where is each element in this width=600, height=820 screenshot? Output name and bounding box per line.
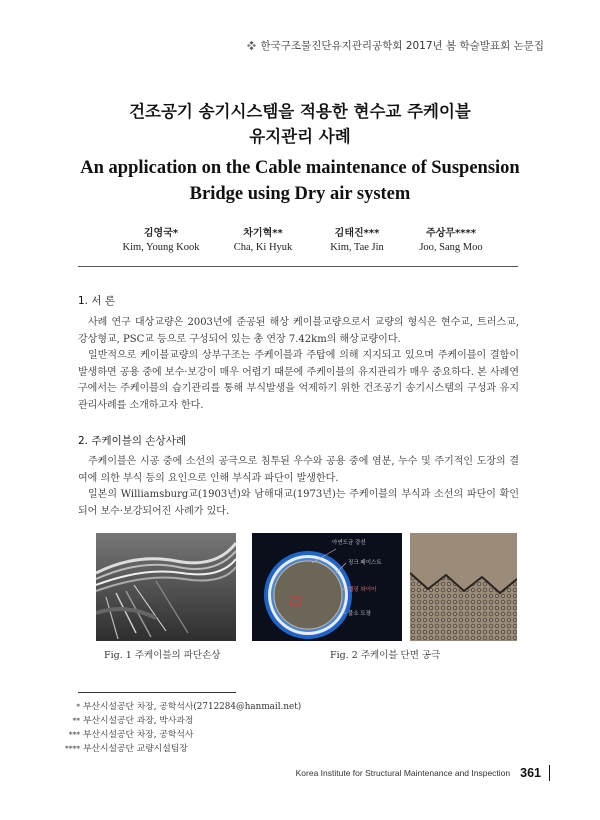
section-1-paragraph-2: 일반적으로 케이블교량의 상부구조는 주케이블과 주탑에 의해 지지되고 있으며 주케이블이 결함이 발생하면 공용 중에 보수·보강이 매우 어렵기 때문에 주케이블의 유지관리가 매우 중요하다. 본 사례연구에서는 주케이블의 습기관리를 통해 부식발생을 억제하기 위한 건조공기 송기시스템의 구성과 유지관리사례를 소개하고자 한다. <box>78 350 519 411</box>
title-english-line2: Bridge using Dry air system <box>189 184 411 204</box>
footnote-3-text: 부산시설공단 차장, 공학석사 <box>83 730 194 740</box>
footnote-3-mark: *** <box>68 730 80 739</box>
journal-name: 한국구조물진단유지관리공학회 2017년 봄 학술발표회 논문집 <box>260 40 544 52</box>
footnote-1-text: 부산시설공단 차장, 공학석사(2712284@hanmail.net) <box>83 702 302 712</box>
figure-1-cable-break-photo <box>96 533 236 641</box>
footnote-4-mark: **** <box>65 744 80 753</box>
title-korean-line2: 유지관리 사례 <box>249 127 351 146</box>
footnote-4 <box>62 741 188 754</box>
title-korean-line1: 건조공기 송기시스템을 적용한 현수교 주케이블 <box>129 102 471 121</box>
label-fluorine-paint: 불소 도장 <box>348 611 372 617</box>
diamond-cluster-icon <box>247 41 256 50</box>
page-number: 361 <box>520 765 550 781</box>
author-1 <box>106 227 216 255</box>
footnote-3 <box>62 727 193 740</box>
author-4-korean: 주상무**** <box>426 228 476 239</box>
footnote-1 <box>62 699 301 712</box>
section-2-heading: 2. 주케이블의 손상사례 <box>78 435 186 447</box>
section-1-paragraph-1: 사례 연구 대상교량은 2003년에 준공된 해상 케이블교량으로서 교량의 형식은 현수교, 트러스교, 강상형교, PSC교 등으로 구성되어 있는 총 연장 7.42km의 해상교량이다. <box>78 317 519 345</box>
author-4-english: Joo, Sang Moo <box>419 242 483 253</box>
author-3-english: Kim, Tae Jin <box>330 242 384 253</box>
label-wrapping-wire: 랩핑 와이어 <box>348 587 377 593</box>
author-2-english: Cha, Ki Hyuk <box>233 242 293 253</box>
author-divider <box>78 266 518 267</box>
page-footer <box>296 765 550 781</box>
title-english-line1: An application on the Cable maintenance of Suspension <box>80 158 520 178</box>
cable-break-photo-illustration <box>96 533 236 641</box>
figure-1-caption: Fig. 1 주케이블의 파단손상 <box>104 650 221 661</box>
footnote-2-mark: ** <box>72 716 80 725</box>
footer-organization: Korea Institute for Structural Maintenance and Inspection <box>295 768 511 778</box>
figure-2-cable-section-diagram <box>252 533 402 641</box>
label-galvanized-wire: 아연도금 강선 <box>332 540 366 546</box>
figure-2-wire-bundle-photo <box>410 533 517 641</box>
figure-2-caption: Fig. 2 주케이블 단면 공극 <box>330 650 441 661</box>
author-2-korean: 차기혁** <box>243 228 283 239</box>
section-2-paragraph-1: 주케이블은 시공 중에 소선의 공극으로 침투된 우수와 공용 중에 염분, 누수 및 주기적인 도장의 결여에 의한 부식 등의 요인으로 인해 부식과 파단이 발생한다. <box>78 456 519 484</box>
author-3-korean: 김태진*** <box>334 228 380 239</box>
footnote-2 <box>62 713 193 726</box>
author-1-korean: 김영국* <box>143 228 179 239</box>
section-1-heading: 1. 서 론 <box>78 295 115 307</box>
running-header <box>247 38 544 53</box>
footnote-4-text: 부산시설공단 교량시설팀장 <box>83 744 188 754</box>
label-zinc-paste: 징크 페이스트 <box>348 560 382 566</box>
section-2-paragraph-2: 일본의 Williamsburg교(1903년)와 남해대교(1973년)는 주케이블의 부식과 소선의 파단이 확인되어 보수·보강되어진 사례가 있다. <box>78 489 519 517</box>
cable-section-illustration <box>252 533 402 641</box>
footnote-divider <box>78 692 236 693</box>
wire-bundle-illustration <box>410 533 517 641</box>
footnote-2-text: 부산시설공단 과장, 박사과정 <box>83 716 194 726</box>
footnote-1-mark: * <box>76 702 80 711</box>
author-1-english: Kim, Young Kook <box>122 242 200 253</box>
author-4 <box>396 227 506 255</box>
